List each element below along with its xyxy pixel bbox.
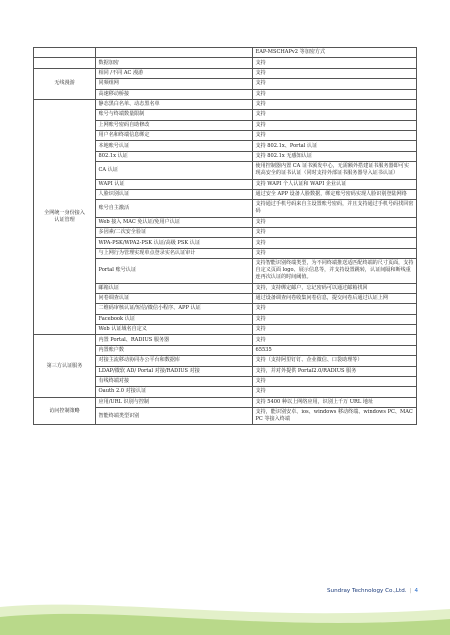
category-cell (34, 48, 96, 58)
category-auth (34, 99, 96, 335)
feature-cell: CA 认证 (96, 162, 253, 179)
desc-cell: 支持 (253, 335, 417, 345)
table-row (34, 58, 417, 68)
desc-cell: 支持 (253, 79, 417, 89)
feature-cell: 相同 /不同 AC 漫游 (96, 68, 253, 78)
category-access-control: 访问控制策略 (34, 397, 96, 425)
feature-cell: WPA-PSK/WPA2-PSK 认证/高级 PSK 认证 (96, 238, 253, 248)
feature-cell: 问卷调查认证 (96, 293, 253, 303)
desc-cell: 支持 802.1x 无感知认证 (253, 151, 417, 161)
feature-cell: 应用/URL 识别与控制 (96, 397, 253, 407)
footer-separator: | (409, 588, 412, 594)
feature-cell: 内置 Portal、RADIUS 服务器 (96, 335, 253, 345)
desc-cell: 支持 (253, 58, 417, 68)
desc-cell: 支持，能识别安卓、ios、windows 移动终端、windows PC、MAC PC 等接入终端 (253, 408, 417, 425)
desc-cell: 支持 (253, 387, 417, 397)
category-third-party: 第三方认证服务 (34, 335, 96, 397)
desc-cell: 通过设备调查问卷收集问卷信息，提交问卷后通过认证上网 (253, 293, 417, 303)
feature-cell: Portal 账号认证 (96, 259, 253, 283)
desc-cell: 支持 (253, 68, 417, 78)
feature-cell: 本地账号认证 (96, 141, 253, 151)
desc-cell: EAP-MSCHAPv2 等加密方式 (253, 48, 417, 58)
desc-cell: 支持 (253, 238, 417, 248)
feature-cell: WAPI 认证 (96, 179, 253, 189)
desc-cell: 支持 WAPI 个人认证和 WAPI 企业认证 (253, 179, 417, 189)
desc-cell: 支持 (253, 217, 417, 227)
desc-cell: 支持，支持绑定邮户，忘记密码可以通过邮箱找回 (253, 283, 417, 293)
category-auth-line2: 认证管理 (54, 217, 75, 224)
feature-cell: 邮箱认证 (96, 283, 253, 293)
feature-cell: Oauth 2.0 对接认证 (96, 387, 253, 397)
desc-cell: 支持 (253, 131, 417, 141)
table-row (34, 397, 417, 407)
desc-cell: 支持 (253, 248, 417, 258)
table-row (34, 335, 417, 345)
feature-cell: 智能终端类型识别 (96, 408, 253, 425)
feature-cell: 二维码审核认证/短信/微信小程序、APP 认证 (96, 304, 253, 314)
desc-cell: 支持 (253, 99, 417, 109)
feature-cell: 数据加密 (96, 58, 253, 68)
category-wireless: 无线漫游 (34, 68, 96, 99)
desc-cell: 支持 5400 种以上网络应用，识别上千万 URL 地址 (253, 397, 417, 407)
desc-cell: 支持 (253, 89, 417, 99)
table-row (34, 48, 417, 58)
desc-cell: 使用控制器内置 CA 证书颁发中心，无需额外搭建证书服务器即可实现高安全的证书认证（同时支持外部证书服务器导入证书认证） (253, 162, 417, 179)
feature-cell: 人脸识别认证 (96, 189, 253, 199)
feature-cell: 与上网行为管理实现单点登录实名认证审计 (96, 248, 253, 258)
desc-cell: 支持 (253, 304, 417, 314)
desc-cell: 支持 (253, 228, 417, 238)
feature-cell: 802.1x 认证 (96, 151, 253, 161)
desc-cell: 65535 (253, 345, 417, 355)
feature-cell: 账号与终端数量限制 (96, 110, 253, 120)
desc-cell: 支持，并对外提供 Portal2.0/RADIUS 服务 (253, 366, 417, 376)
desc-cell: 支持通过手机号码来自主设置账号密码，并且支持通过手机号码找回密码 (253, 200, 417, 217)
desc-cell: 支持 (253, 110, 417, 120)
feature-cell: 用户名和终端信息绑定 (96, 131, 253, 141)
desc-cell: 支持（支持阿里钉钉、企业微信、口袋助理等） (253, 356, 417, 366)
feature-cell: 同频组网 (96, 79, 253, 89)
desc-cell: 支持智能识别终端类型，为不同终端推送适匹配终端的尺寸页面，支持自定义页面 logo、展示信息等，并支持设置跳转，认证间隔和断线重连再次认证的时间阈值。 (253, 259, 417, 283)
feature-cell: Facebook 认证 (96, 314, 253, 324)
desc-cell: 支持 (253, 325, 417, 335)
desc-cell: 支持 (253, 376, 417, 386)
feature-cell: LDAP/微软 AD/ Portal 对接/RADIUS 对接 (96, 366, 253, 376)
feature-cell: 静态黑白名单、动态黑名单 (96, 99, 253, 109)
feature-cell: 内置账户数 (96, 345, 253, 355)
feature-cell: 多因素/二次安全验证 (96, 228, 253, 238)
feature-cell: 上网账号密码自助修改 (96, 120, 253, 130)
spec-table (33, 47, 417, 425)
footer-wave-decoration (0, 593, 450, 635)
feature-cell: 账号自主激活 (96, 200, 253, 217)
feature-cell: 有线终端对接 (96, 376, 253, 386)
category-cell (34, 58, 96, 68)
desc-cell: 支持 (253, 120, 417, 130)
feature-cell: 高速移动桥接 (96, 89, 253, 99)
table-row (34, 99, 417, 109)
desc-cell: 通过安全 APP 设备人脸数据，绑定账号密码实现人脸识别登陆网络 (253, 189, 417, 199)
company-name: Sundray Technology Co.,Ltd. (327, 588, 407, 594)
table-row (34, 68, 417, 78)
feature-cell: Web 认证域名自定义 (96, 325, 253, 335)
feature-cell: Web 接入 MAC 免认证/免用户认证 (96, 217, 253, 227)
page-number: 4 (414, 588, 418, 594)
category-auth-line1: 全网统一身份接入 (44, 210, 85, 217)
desc-cell: 支持 (253, 314, 417, 324)
feature-cell: 对接主流移动协同办公平台和数据库 (96, 356, 253, 366)
feature-cell (96, 48, 253, 58)
desc-cell: 支持 802.1x、Portal 认证 (253, 141, 417, 151)
